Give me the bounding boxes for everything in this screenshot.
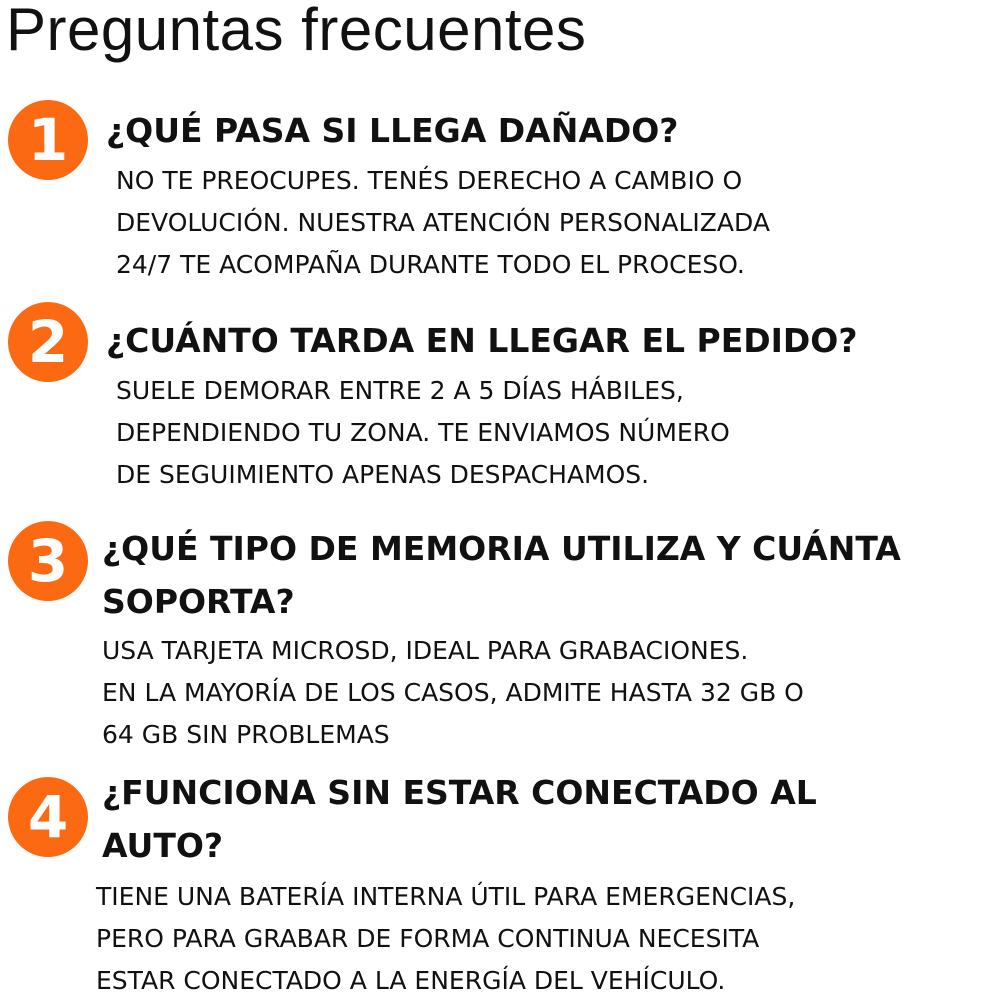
faq-answer-4: TIENE UNA BATERÍA INTERNA ÚTIL PARA EMERGENCIAS, PERO PARA GRABAR DE FORMA CONTINUA NECESITA ESTAR CONECTADO A LA ENERGÍA DEL VEHÍCULO.: [96, 882, 796, 995]
number-badge-4: 4: [8, 777, 88, 857]
number-badge-3: 3: [8, 521, 88, 601]
page-title: Preguntas frecuentes: [6, 0, 587, 63]
number-badge-2: 2: [8, 302, 88, 382]
faq-answer-2: SUELE DEMORAR ENTRE 2 A 5 DÍAS HÁBILES, DEPENDIENDO TU ZONA. TE ENVIAMOS NÚMERO DE SEGUIMIENTO APENAS DESPACHAMOS.: [116, 376, 730, 489]
faq-answer-1: NO TE PREOCUPES. TENÉS DERECHO A CAMBIO O DEVOLUCIÓN. NUESTRA ATENCIÓN PERSONALIZADA 24/7 TE ACOMPAÑA DURANTE TODO EL PROCESO.: [116, 166, 770, 279]
faq-answer-3: USA TARJETA MICROSD, IDEAL PARA GRABACIONES. EN LA MAYORÍA DE LOS CASOS, ADMITE HASTA 32 GB O 64 GB SIN PROBLEMAS: [102, 636, 804, 749]
number-badge-1: 1: [8, 100, 88, 180]
faq-question-4: ¿FUNCIONA SIN ESTAR CONECTADO AL AUTO?: [102, 773, 817, 865]
faq-question-3: ¿QUÉ TIPO DE MEMORIA UTILIZA Y CUÁNTA SOPORTA?: [102, 529, 901, 621]
faq-question-2: ¿CUÁNTO TARDA EN LLEGAR EL PEDIDO?: [106, 321, 858, 360]
faq-question-1: ¿QUÉ PASA SI LLEGA DAÑADO?: [106, 111, 679, 150]
